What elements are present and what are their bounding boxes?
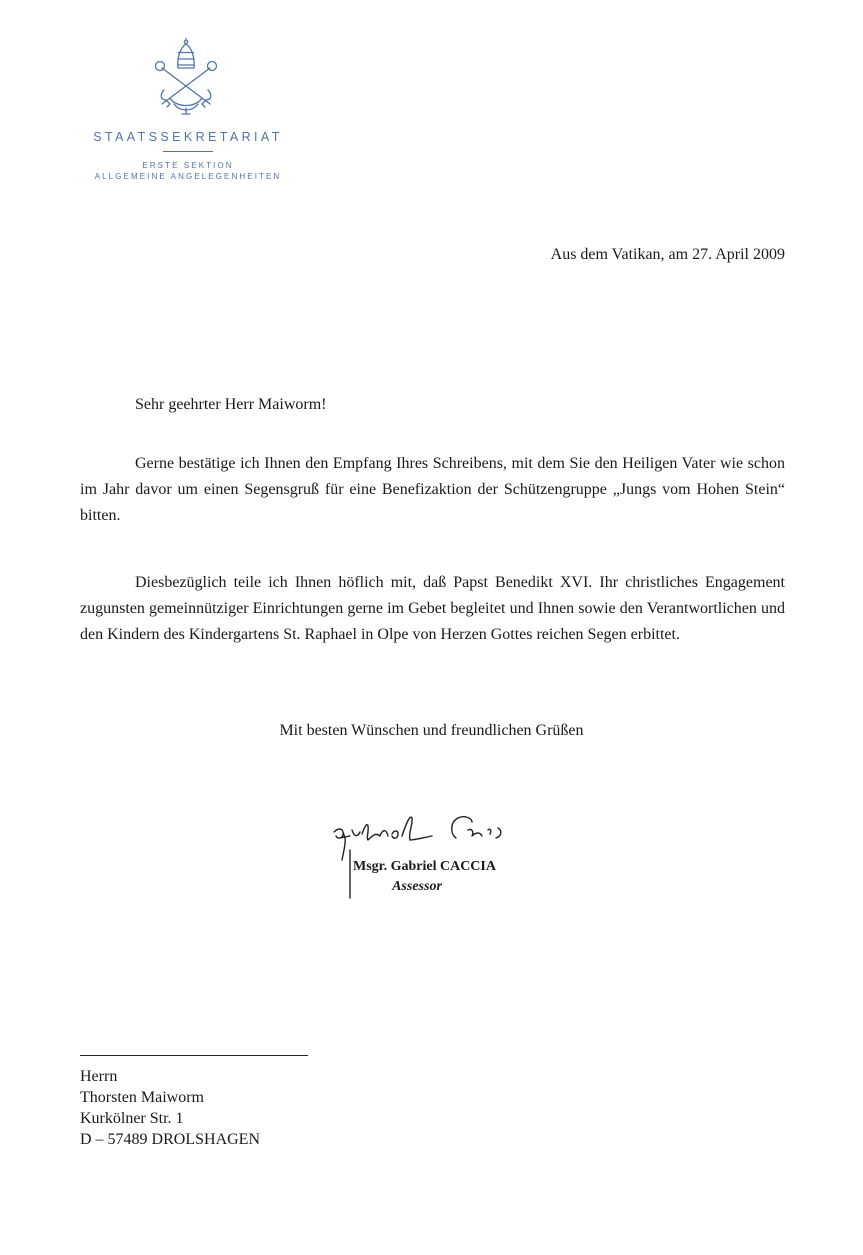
paragraph-2: Diesbezüglich teile ich Ihnen höflich mit, daß Papst Benedikt XVI. Ihr christliches Engagement zugunsten gemeinnütziger Einrichtungen gerne im Gebet begleitet und Ihnen sowie den Verantwortlichen und den Kindern des Kindergartens St. Raphael in Olpe von Herzen Gottes reichen Segen erbittet. — [80, 574, 785, 643]
dateline: Aus dem Vatikan, am 27. April 2009 — [550, 246, 785, 263]
recipient-address — [80, 1066, 260, 1150]
letterhead-divider — [163, 151, 213, 152]
office-title: STAATSSEKRETARIAT — [93, 130, 283, 144]
section-name: ERSTE SEKTION — [142, 161, 234, 170]
recipient-salutation: Herrn — [80, 1068, 118, 1085]
recipient-name: Thorsten Maiworm — [80, 1089, 204, 1106]
recipient-street: Kurkölner Str. 1 — [80, 1110, 184, 1127]
salutation: Sehr geehrter Herr Maiworm! — [135, 396, 327, 413]
signatory-name: Msgr. Gabriel CACCIA — [353, 859, 496, 874]
recipient-city: D – 57489 DROLSHAGEN — [80, 1131, 260, 1148]
address-divider — [80, 1055, 308, 1056]
paragraph-1: Gerne bestätige ich Ihnen den Empfang Ihres Schreibens, mit dem Sie den Heiligen Vater wie schon im Jahr davor um einen Segensgruß für eine Benefizaktion der Schützengruppe „Jungs vom Hohen Stein“ bitten. — [80, 455, 785, 524]
letterhead — [76, 129, 300, 182]
closing: Mit besten Wünschen und freundlichen Grüßen — [279, 722, 584, 739]
department-name: ALLGEMEINE ANGELEGENHEITEN — [94, 172, 282, 181]
papal-coat-of-arms-icon — [150, 38, 222, 116]
signatory-title: Assessor — [392, 879, 442, 894]
